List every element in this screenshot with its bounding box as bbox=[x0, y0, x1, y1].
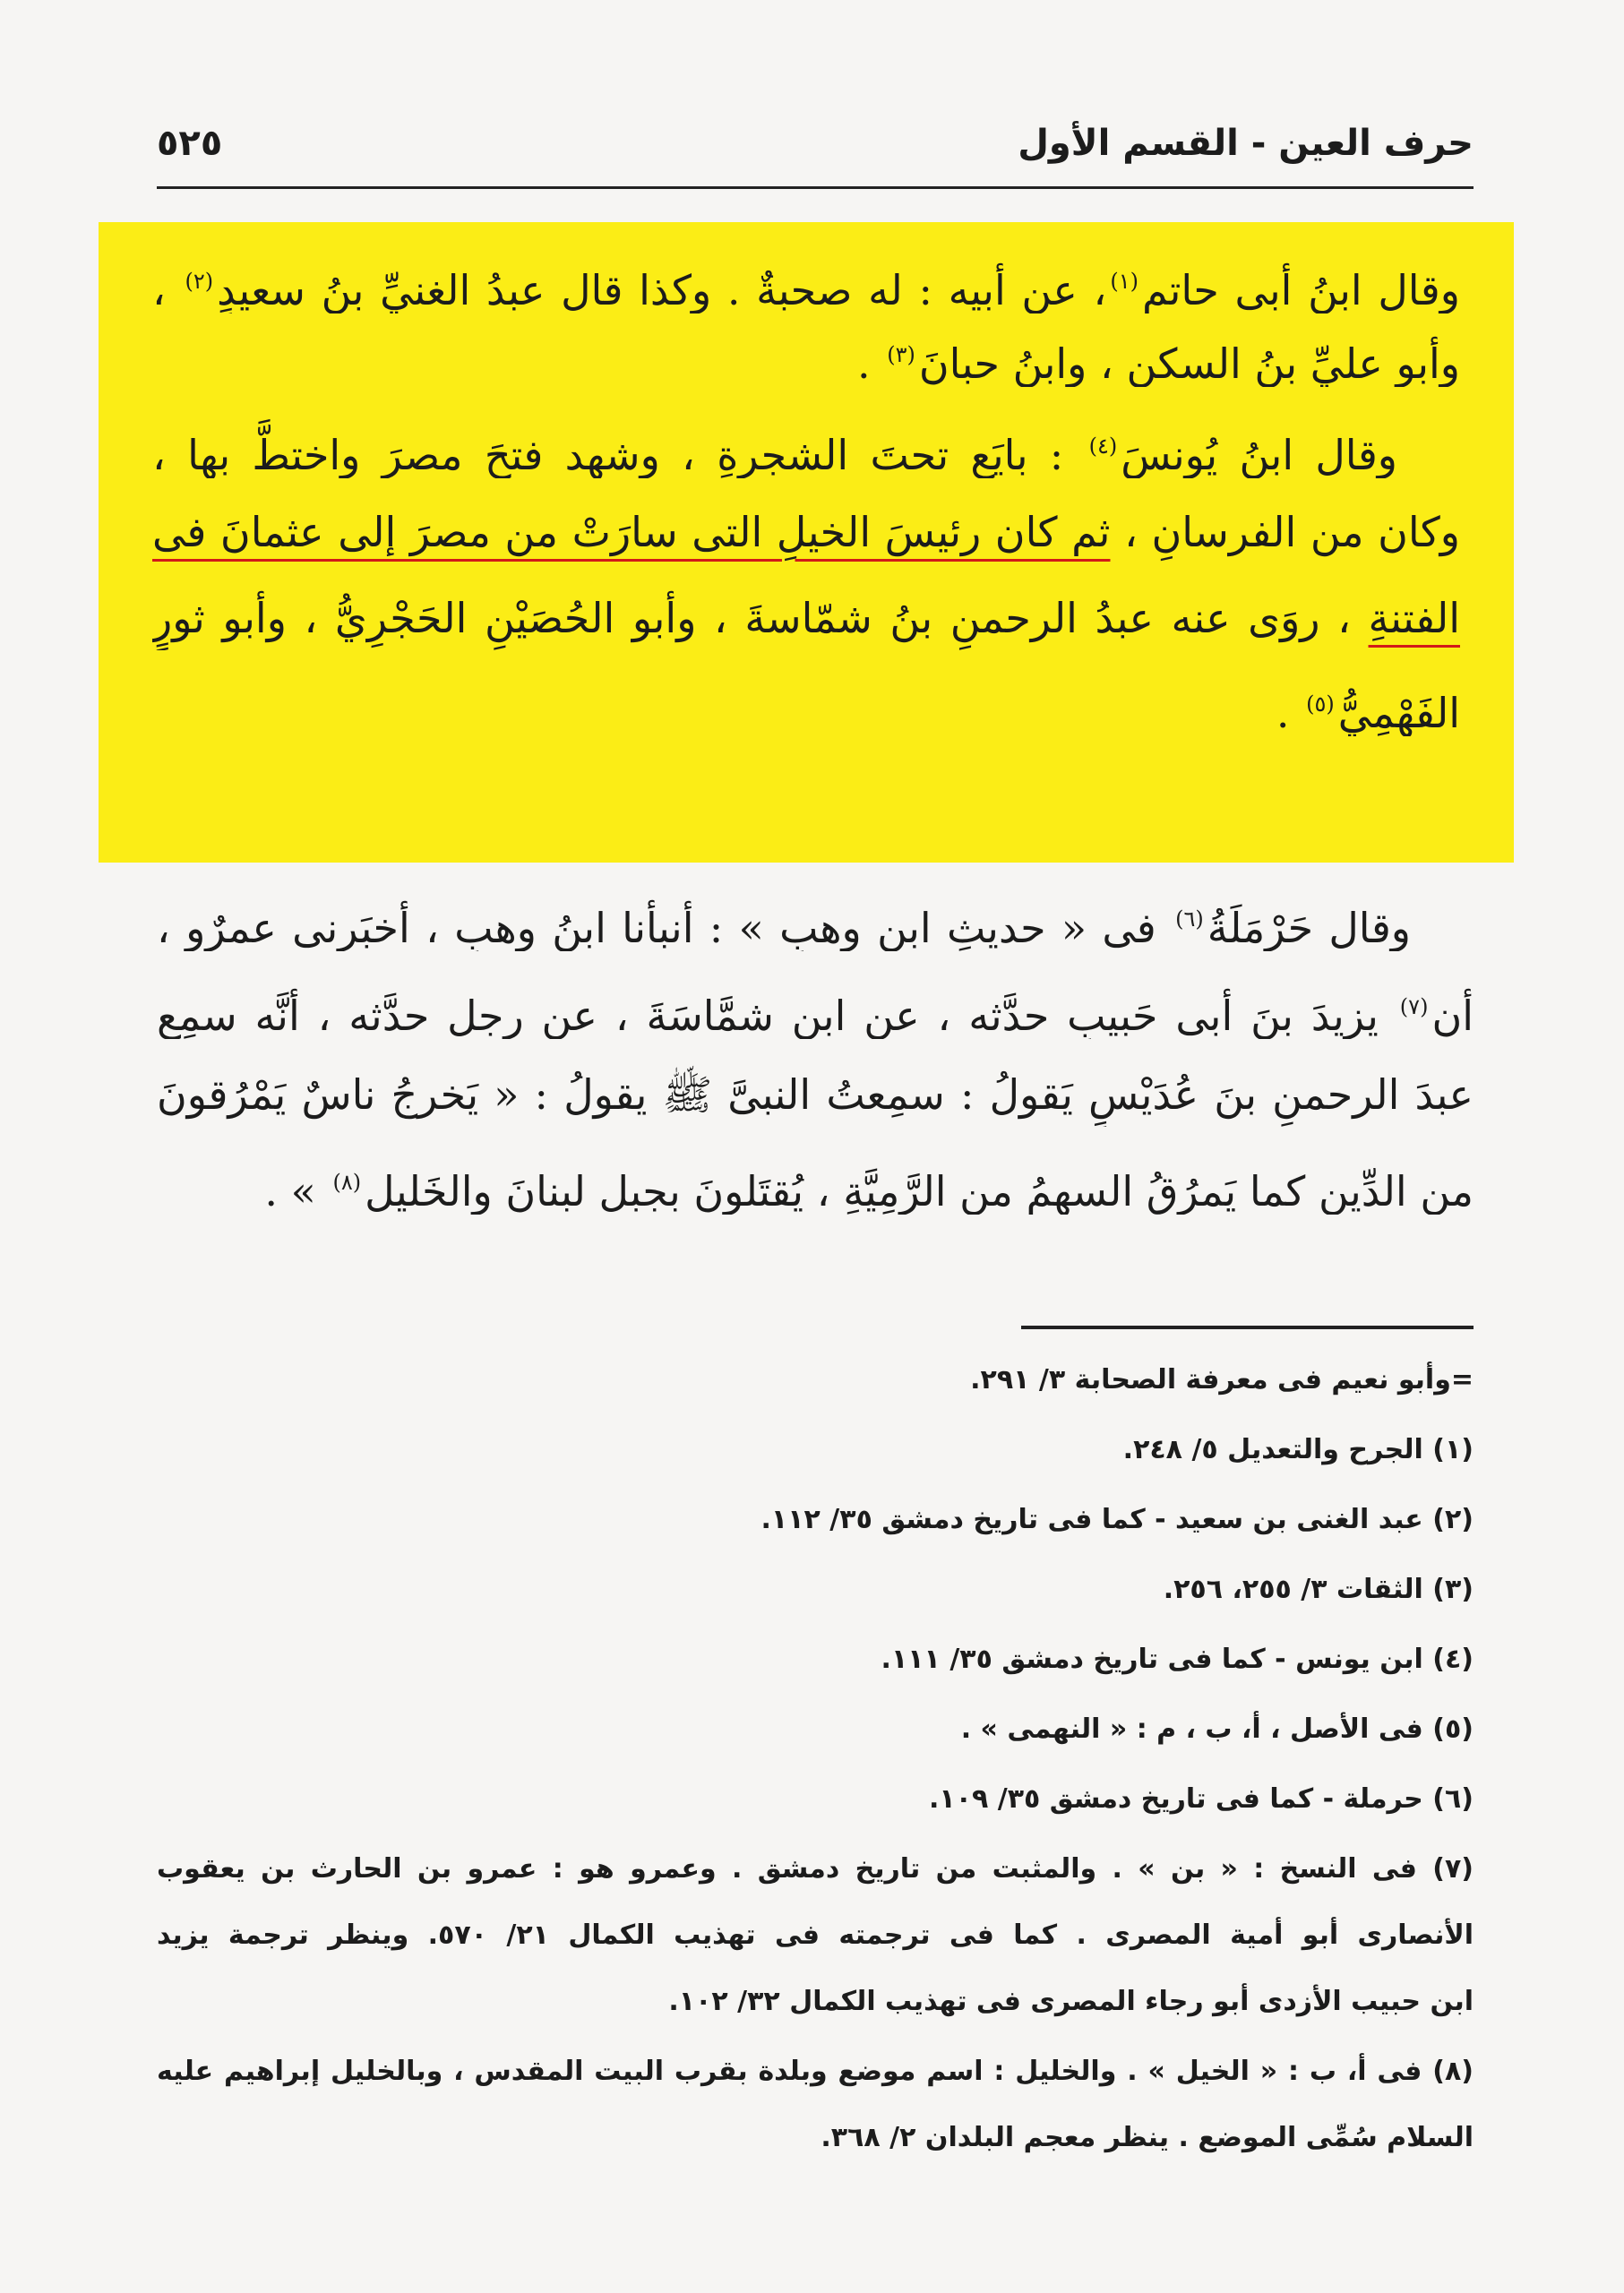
underlined-phrase: الفتنةِ bbox=[1368, 594, 1460, 642]
footnote-4: (٤) ابن يونس - كما فى تاريخ دمشق ٣٥/ ١١١. bbox=[881, 1644, 1474, 1675]
footnote-ref: (٨) bbox=[332, 1170, 362, 1195]
footnote-ref: (٧) bbox=[1399, 994, 1429, 1019]
footnote-ref: (٣) bbox=[887, 342, 915, 367]
highlighted-passage bbox=[99, 222, 1514, 863]
page-header bbox=[157, 116, 1474, 188]
footnote-ref: (٤) bbox=[1088, 434, 1118, 459]
footnote-7-cont: الأنصارى أبو أمية المصرى . كما فى ترجمته فى تهذيب الكمال ٢١/ ٥٧٠. وينظر ترجمة يزيد bbox=[157, 1919, 1474, 1951]
footnote-ref: (١) bbox=[1110, 269, 1139, 294]
highlighted-line-2: وأبو عليِّ بنُ السكنِ ، وابنُ حبانَ$^{(٣)}$ . bbox=[856, 339, 1460, 387]
footnotes bbox=[157, 1357, 1474, 2199]
highlighted-line-6: الفَهْمِيُّ$^{(٥)}$ . bbox=[1276, 689, 1460, 736]
footnote-7-cont: ابن حبيب الأزدى أبو رجاء المصرى فى تهذيب الكمال ٣٢/ ١٠٢. bbox=[668, 1986, 1474, 2017]
footnote-7: (٧) فى النسخ : « بن » . والمثبت من تاريخ دمشق . وعمرو هو : عمرو بن الحارث بن يعقوب bbox=[157, 1853, 1474, 1885]
footnote-8: (٨) فى أ، ب : « الخيل » . والخليل : اسم موضع وبلدة بقرب البيت المقدس ، وبالخليل إبراهيم عليه bbox=[157, 2056, 1474, 2087]
footnote-1: (١) الجرح والتعديل ٥/ ٢٤٨. bbox=[1122, 1434, 1474, 1465]
header-rule bbox=[157, 186, 1474, 189]
body-line-3: عبدَ الرحمنِ بنَ عُدَيْسٍ يَقولُ : سمِعتُ النبىَّ ﷺ يقولُ : « يَخرجُ ناسٌ يَمْرُقونَ bbox=[157, 1070, 1474, 1119]
footnote-8-cont: السلام سُمِّى الموضع . ينظر معجم البلدان ٢/ ٣٦٨. bbox=[821, 2122, 1474, 2153]
footnote-continuation: =وأبو نعيم فى معرفة الصحابة ٣/ ٢٩١. bbox=[970, 1364, 1474, 1396]
highlighted-line-4: وكان من الفرسانِ ، ثم كان رئيسَ الخيلِ التى سارَتْ من مصرَ إلى عثمانَ فى bbox=[152, 508, 1460, 556]
footnote-6: (٦) حرملة - كما فى تاريخ دمشق ٣٥/ ١٠٩. bbox=[928, 1783, 1474, 1815]
footnote-divider bbox=[1021, 1326, 1474, 1329]
footnote-5: (٥) فى الأصل ، أ، ب ، م : « النهمى » . bbox=[960, 1713, 1474, 1745]
underlined-phrase: ثم كان رئيسَ الخيلِ التى سارَتْ من مصرَ إلى عثمانَ فى bbox=[152, 508, 1111, 556]
underlined-phrase: له صحبةٌ bbox=[756, 266, 903, 313]
body-line-2: أن$^{(٧)}$ يزيدَ بنَ أبى حَبيبٍ حدَّثه ، عن ابنِ شمَّاسَةَ ، عن رجلٍ حدَّثه ، أنَّه سمِع bbox=[157, 992, 1474, 1039]
main-text bbox=[157, 887, 1474, 1263]
page-number: ٥٢٥ bbox=[157, 123, 223, 164]
footnote-ref: (٢) bbox=[185, 269, 214, 294]
page-title: حرف العين - القسم الأول bbox=[1018, 123, 1474, 164]
underlined-phrase: بايَع تحتَ الشجرةِ bbox=[717, 431, 1028, 478]
footnote-ref: (٦) bbox=[1175, 906, 1204, 932]
footnote-ref: (٥) bbox=[1306, 691, 1335, 717]
highlighted-line-5: الفتنةِ ، روَى عنه عبدُ الرحمنِ بنُ شمّاسةَ ، وأبو الحُصَيْنِ الحَجْرِيُّ ، وأبو ثورٍ bbox=[152, 594, 1460, 642]
body-line-4: من الدِّينِ كما يَمرُقُ السهمُ من الرَّمِيَّةِ ، يُقتَلونَ بجبلِ لبنانَ والخَليلِ$^{(٨)}$ » . bbox=[264, 1167, 1474, 1215]
body-line-1: وقال حَرْمَلَةُ$^{(٦)}$ فى « حديثِ ابنِ وهبٍ » : أنبأنا ابنُ وهبٍ ، أخبَرنى عمرٌو ، bbox=[157, 904, 1412, 951]
highlighted-line-3: وقال ابنُ يُونسَ$^{(٤)}$ : بايَع تحتَ الشجرةِ ، وشهِد فتحَ مصرَ واختطَّ بها ، bbox=[152, 431, 1398, 478]
footnote-2: (٢) عبد الغنى بن سعيد - كما فى تاريخ دمشق ٣٥/ ١١٢. bbox=[760, 1504, 1474, 1535]
highlighted-line-1: وقال ابنُ أبى حاتمٍ$^{(١)}$، عن أبيه : له صحبةٌ . وكذا قال عبدُ الغنيِّ بنُ سعيدٍ$^{(٢)}$ ، bbox=[152, 266, 1460, 313]
footnote-3: (٣) الثقات ٣/ ٢٥٥، ٢٥٦. bbox=[1163, 1574, 1474, 1605]
